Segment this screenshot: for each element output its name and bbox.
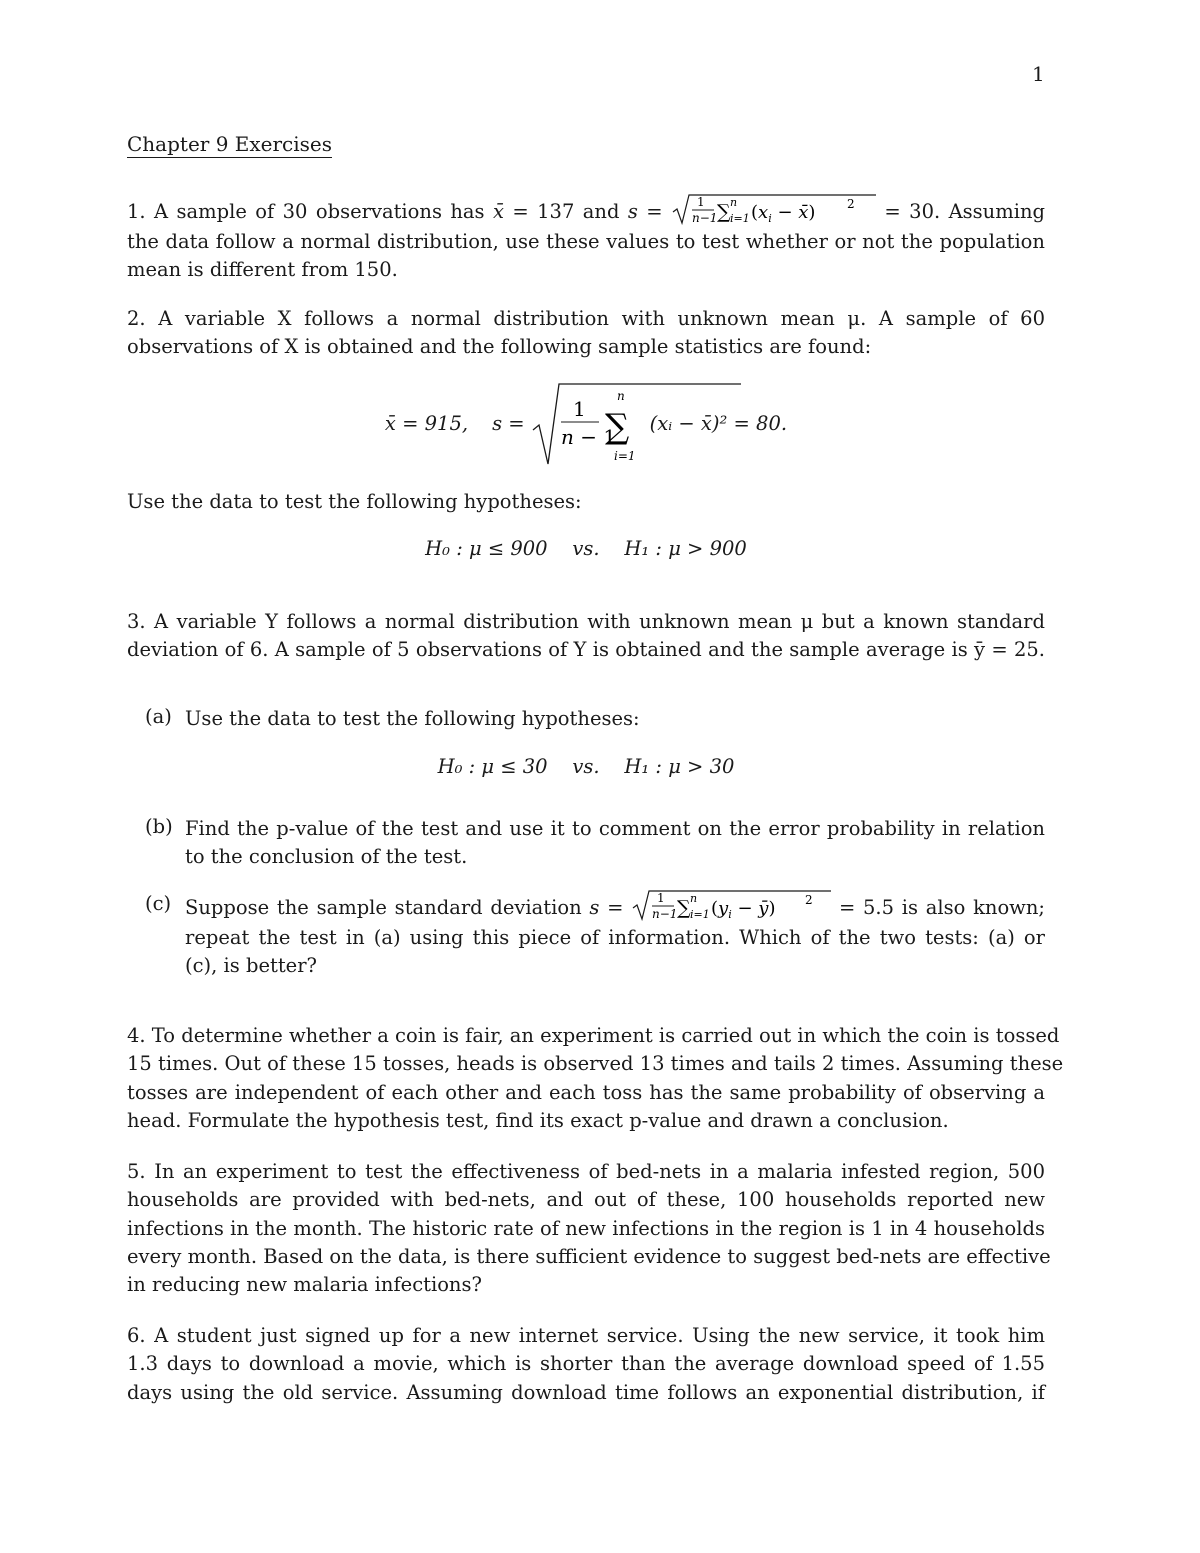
q6-line-2: 1.3 days to download a movie, which is shorter than the average download speed of 1.55 — [127, 1352, 1045, 1376]
svg-text:∑: ∑ — [604, 407, 629, 447]
question-3 — [127, 608, 1045, 665]
question-6 — [127, 1322, 1045, 1407]
q3-line-2: deviation of 6. A sample of 5 observations of Y is obtained and the sample average is ȳ = 25. — [127, 638, 1045, 662]
svg-text:(xi − x̄): ($x_i$ − x̄) — [751, 202, 816, 225]
item-b-line-2: to the conclusion of the test. — [185, 845, 468, 869]
svg-text:1: 1 — [572, 397, 586, 421]
q2-line-2: observations of X is obtained and the following sample statistics are found: — [127, 335, 872, 359]
chapter-title: Chapter 9 Exercises — [127, 132, 333, 156]
svg-text:n: n — [690, 892, 698, 905]
item-c-line-1: Suppose the sample standard deviation s = 1 n−1 ∑ n i=1 ($y_i$ − ȳ) 2 = 5.5 is also known; — [185, 888, 1045, 924]
sqrt-formula-q3c — [631, 888, 831, 924]
svg-text:1: 1 — [657, 891, 665, 905]
q1-line-3: mean is different from 150. — [127, 258, 398, 282]
q3-item-c — [145, 888, 1045, 988]
q3-hypotheses: H₀ : μ ≤ 30 vs. H₁ : μ > 30 — [437, 755, 735, 778]
svg-text:∑: ∑ — [677, 897, 691, 919]
q5-line-3: infections in the month. The historic rate of new infections in the region is 1 in 4 households — [127, 1216, 1045, 1240]
q4-line-3: tosses are independent of each other and each toss has the same probability of observing a — [127, 1080, 1045, 1104]
svg-text:2: 2 — [847, 197, 855, 211]
q4-line-1: 4. To determine whether a coin is fair, an experiment is carried out in which the coin is tossed — [127, 1024, 1060, 1047]
item-b-line-1: Find the p-value of the test and use it to comment on the error probability in relation — [185, 817, 1045, 840]
q1-line-1: 1. A sample of 30 observations has x̄ = 137 and s = 1 n−1 ∑ n i=1 ($x_i$ − x̄) 2 = 30. Assuming — [127, 192, 1045, 228]
q4-line-2: 15 times. Out of these 15 tosses, heads is observed 13 times and tails 2 times. Assuming these — [127, 1052, 1064, 1076]
q5-line-5: in reducing new malaria infections? — [127, 1273, 482, 1297]
svg-text:n−1: n−1 — [652, 907, 678, 921]
q3-item-b — [145, 815, 1045, 875]
q4-line-4: head. Formulate the hypothesis test, find its exact p-value and drawn a conclusion. — [127, 1108, 949, 1132]
item-label-b: (b) — [145, 815, 173, 838]
q2-hypotheses: H₀ : μ ≤ 900 vs. H₁ : μ > 900 — [425, 537, 747, 560]
page-number: 1 — [1032, 62, 1045, 86]
q3-line-1: 3. A variable Y follows a normal distribution with unknown mean μ but a known standard — [127, 610, 1045, 633]
q1-line-2: the data follow a normal distribution, use these values to test whether or not the population — [127, 230, 1045, 253]
svg-text:n−1: n−1 — [692, 211, 718, 225]
question-5 — [127, 1158, 1051, 1299]
q3-item-a — [145, 705, 1045, 735]
item-c-line-2: repeat the test in (a) using this piece of information. Which of the two tests: (a) or — [185, 926, 1045, 949]
item-label-a: (a) — [145, 705, 172, 728]
item-c-line-3: (c), is better? — [185, 954, 317, 978]
svg-text:n: n — [616, 389, 625, 403]
question-1 — [127, 192, 1045, 285]
question-4 — [127, 1022, 1064, 1135]
question-2 — [127, 305, 1045, 362]
item-text-a: Use the data to test the following hypotheses: — [185, 707, 640, 730]
svg-text:n − 1: n − 1 — [560, 425, 616, 449]
q5-line-4: every month. Based on the data, is there sufficient evidence to suggest bed-nets are effective — [127, 1244, 1051, 1268]
q2-use-data: Use the data to test the following hypotheses: — [127, 490, 582, 513]
svg-text:n: n — [730, 196, 738, 209]
svg-text:i=1: i=1 — [730, 212, 750, 225]
q6-line-3: days using the old service. Assuming download time follows an exponential distribution, if — [127, 1380, 1045, 1404]
sqrt-formula-q1 — [671, 192, 876, 228]
q2-display-equation: x̄ = 915, s = 1 n − 1 n ∑ i=1 (xᵢ − x̄)² = 80. — [127, 378, 1045, 468]
svg-text:i=1: i=1 — [690, 908, 710, 921]
svg-text:1: 1 — [697, 195, 705, 209]
q5-line-2: households are provided with bed-nets, and out of these, 100 households reported new — [127, 1188, 1045, 1212]
q2-line-1: 2. A variable X follows a normal distribution with unknown mean μ. A sample of 60 — [127, 307, 1045, 330]
svg-text:2: 2 — [805, 893, 813, 907]
q5-line-1: 5. In an experiment to test the effectiveness of bed-nets in a malaria infested region, 500 — [127, 1160, 1045, 1183]
svg-text:∑: ∑ — [717, 201, 731, 223]
q6-line-1: 6. A student just signed up for a new internet service. Using the new service, it took him — [127, 1324, 1045, 1347]
item-label-c: (c) — [145, 892, 172, 915]
svg-text:(yi − ȳ): ($y_i$ − ȳ) — [711, 898, 776, 921]
svg-text:i=1: i=1 — [613, 449, 636, 463]
